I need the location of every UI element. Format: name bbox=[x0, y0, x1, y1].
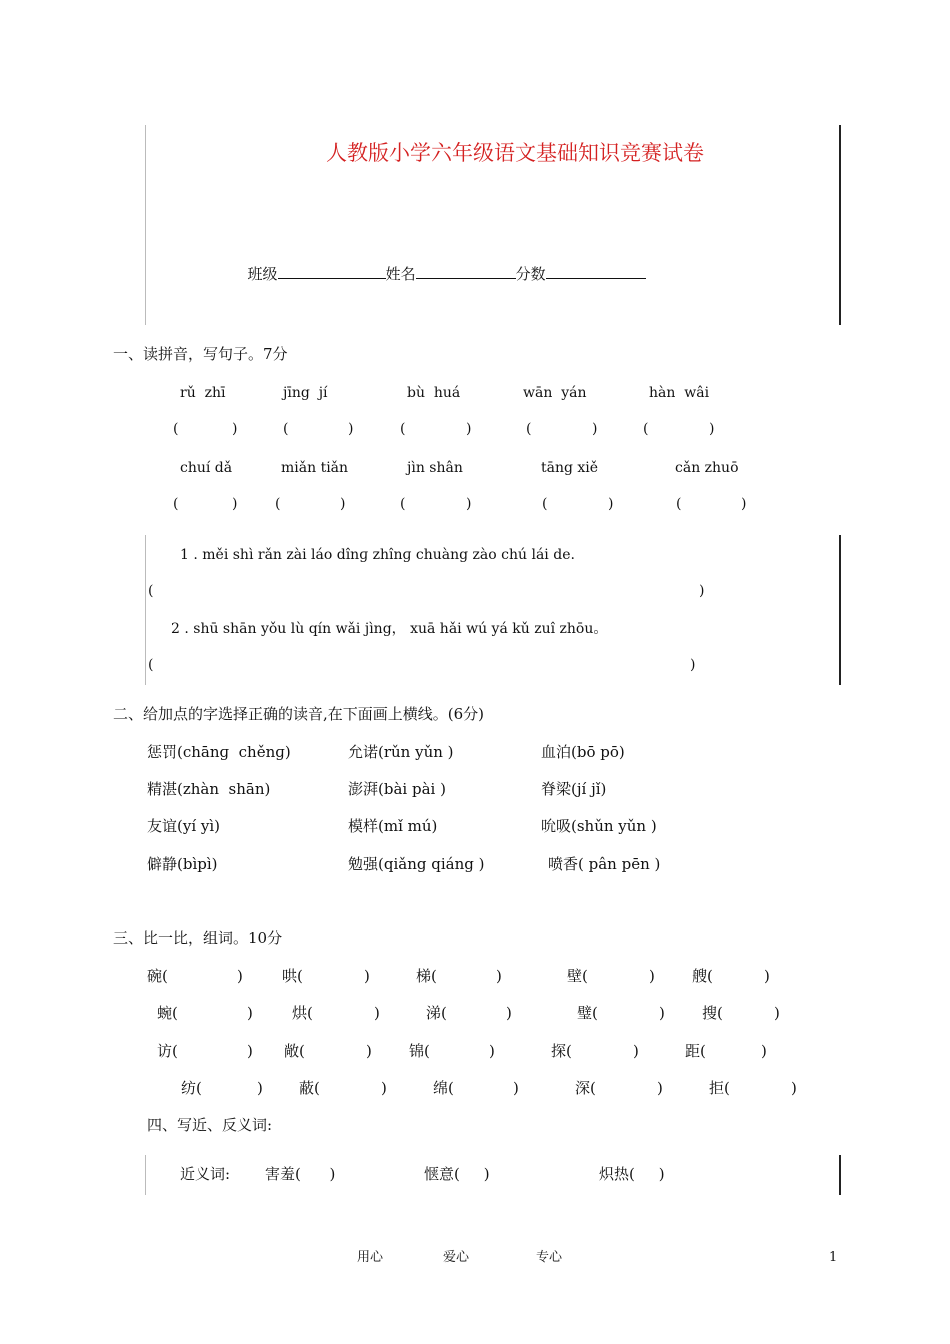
compare-word-item: 敞( ) bbox=[284, 1042, 372, 1060]
compare-word-item: 访( ) bbox=[157, 1042, 253, 1060]
answer-paren-close: ) bbox=[690, 657, 696, 673]
pinyin-item: wān yán bbox=[523, 385, 587, 401]
compare-word-item: 哄( ) bbox=[282, 967, 370, 985]
compare-word-item: 壁( ) bbox=[567, 967, 655, 985]
synonym-item: 炽热( ) bbox=[599, 1165, 665, 1183]
synonym-label: 近义词: bbox=[180, 1165, 231, 1183]
page-title: 人教版小学六年级语文基础知识竞赛试卷 bbox=[326, 141, 704, 165]
reading-item: 脊梁(jí jǐ) bbox=[541, 780, 607, 798]
compare-word-item: 蜿( ) bbox=[157, 1004, 253, 1022]
name-blank[interactable] bbox=[416, 263, 516, 279]
pinyin-sentence-2: 2 . shū shān yǒu lù qín wǎi jìng， xuā hǎi wú yá kǔ zuî zhōu。 bbox=[171, 621, 608, 637]
left-border-line bbox=[145, 1155, 146, 1195]
footer-left: 用心 bbox=[357, 1250, 384, 1265]
name-label: 姓名 bbox=[385, 265, 416, 283]
synonym-item: 害羞( ) bbox=[265, 1165, 336, 1183]
compare-word-item: 烘( ) bbox=[292, 1004, 380, 1022]
left-border-line bbox=[145, 535, 146, 685]
pinyin-item: chuí dǎ bbox=[180, 460, 233, 476]
section2-heading: 二、给加点的字选择正确的读音,在下面画上横线。(6分) bbox=[113, 705, 485, 723]
pinyin-item: miǎn tiǎn bbox=[281, 460, 349, 476]
right-border-line bbox=[839, 535, 841, 685]
section1-heading: 一、读拼音，写句子。7分 bbox=[113, 345, 288, 363]
class-blank[interactable] bbox=[278, 263, 386, 279]
synonym-item: 惬意( ) bbox=[424, 1165, 490, 1183]
info-line bbox=[238, 248, 646, 282]
score-blank[interactable] bbox=[546, 263, 646, 279]
pinyin-sentence-1: 1 . měi shì rǎn zài láo dînɡ zhînɡ chuàng zào chú lái de. bbox=[180, 547, 575, 563]
compare-word-item: 深( ) bbox=[575, 1079, 663, 1097]
reading-item: 喷香( pân pēn ) bbox=[548, 855, 661, 873]
reading-item: 血泊(bō pō) bbox=[541, 743, 625, 761]
section4-heading: 四、写近、反义词: bbox=[147, 1116, 273, 1134]
compare-word-item: 搜( ) bbox=[702, 1004, 780, 1022]
reading-item: 模样(mǐ mú) bbox=[348, 817, 438, 835]
reading-item: 友谊(yí yì) bbox=[147, 817, 221, 835]
reading-item: 允诺(rǔn yǔn ) bbox=[348, 743, 454, 761]
pinyin-item: hàn wâi bbox=[649, 385, 710, 401]
reading-item: 吮吸(shǔn yǔn ) bbox=[541, 817, 657, 835]
pinyin-item: jìn shân bbox=[407, 460, 463, 476]
compare-word-item: 绵( ) bbox=[433, 1079, 519, 1097]
pinyin-item: rǔ zhī bbox=[180, 385, 226, 401]
compare-word-item: 距( ) bbox=[685, 1042, 767, 1060]
reading-item: 勉强(qiǎng qiáng ) bbox=[348, 855, 485, 873]
answer-paren-close: ) bbox=[699, 583, 705, 599]
compare-word-item: 碗( ) bbox=[147, 967, 243, 985]
footer-middle: 爱心 bbox=[443, 1250, 470, 1265]
footer-right: 专心 bbox=[536, 1250, 563, 1265]
reading-item: 澎湃(bài pài ) bbox=[348, 780, 446, 798]
page-number: 1 bbox=[829, 1250, 838, 1265]
compare-word-item: 艘( ) bbox=[692, 967, 770, 985]
reading-item: 惩罚(chānɡ chěnɡ) bbox=[147, 743, 291, 761]
compare-word-item: 璧( ) bbox=[577, 1004, 665, 1022]
answer-paren-open: ( bbox=[148, 657, 154, 673]
compare-word-item: 蔽( ) bbox=[299, 1079, 387, 1097]
score-label: 分数 bbox=[515, 265, 546, 283]
right-border-line bbox=[839, 1155, 841, 1195]
section3-heading: 三、比一比，组词。10分 bbox=[113, 929, 283, 947]
reading-item: 僻静(bìpì) bbox=[147, 855, 218, 873]
compare-word-item: 纺( ) bbox=[181, 1079, 263, 1097]
compare-word-item: 涕( ) bbox=[426, 1004, 512, 1022]
compare-word-item: 锦( ) bbox=[409, 1042, 495, 1060]
reading-item: 精湛(zhàn shān) bbox=[147, 780, 271, 798]
compare-word-item: 梯( ) bbox=[416, 967, 502, 985]
pinyin-item: cǎn zhuō bbox=[675, 460, 739, 476]
class-label: 班级 bbox=[247, 265, 278, 283]
pinyin-item: tāng xiě bbox=[541, 460, 599, 476]
pinyin-item: jīng jí bbox=[283, 385, 328, 401]
compare-word-item: 探( ) bbox=[551, 1042, 639, 1060]
answer-paren-open: ( bbox=[148, 583, 154, 599]
compare-word-item: 拒( ) bbox=[709, 1079, 797, 1097]
pinyin-item: bù huá bbox=[407, 385, 461, 401]
